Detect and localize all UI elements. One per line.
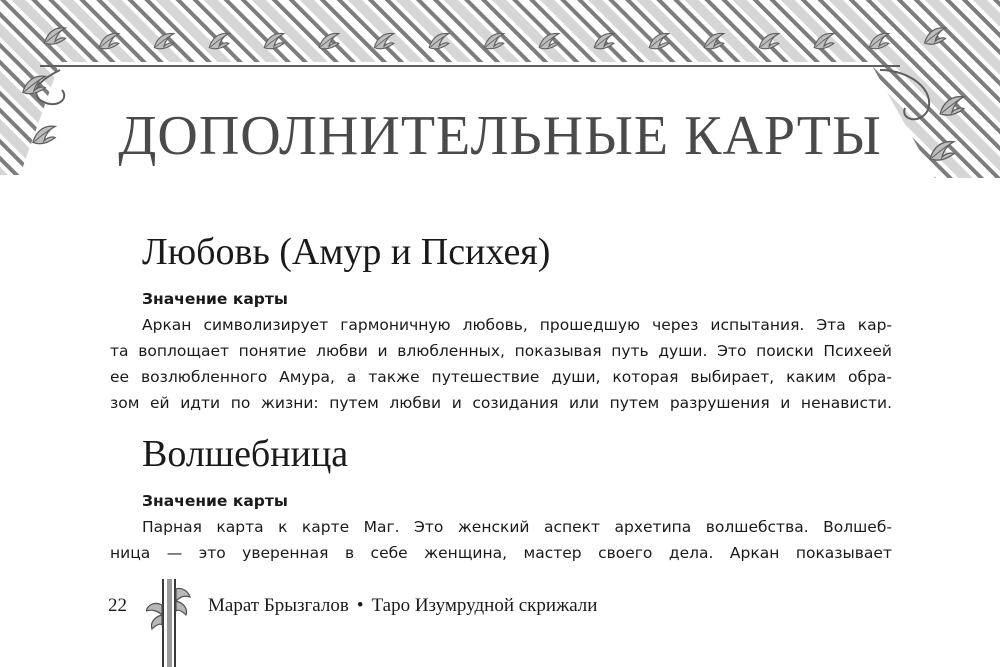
paragraph-line: зом ей идти по жизни: путем любви и созидания или путем разрушения и ненависти. (110, 393, 892, 412)
paragraph-line: та воплощает понятие любви и влюбленных, показывая путь души. Это поиски Психеей (110, 341, 892, 360)
section-sorceress (110, 434, 892, 566)
section-title: Любовь (Амур и Психея) (142, 231, 551, 273)
section-subtitle: Значение карты (142, 289, 288, 308)
paragraph-line: Аркан символизирует гармоничную любовь, прошедшую через испытания. Эта кар- (142, 315, 892, 334)
author-name: Марат Брызгалов (208, 595, 349, 616)
page-number: 22 (108, 595, 127, 616)
section-subtitle: Значение карты (142, 491, 288, 510)
section-title: Волшебница (142, 433, 349, 475)
book-title: Таро Изумрудной скрижали (371, 595, 598, 616)
paragraph-line: ее возлюбленного Амура, а также путешествие души, которая выбирает, каким обра- (110, 367, 892, 386)
section-love (110, 232, 892, 416)
running-footer (208, 595, 597, 617)
chapter-title: ДОПОЛНИТЕЛЬНЫЕ КАРТЫ (118, 105, 882, 167)
footer-ornament-icon (146, 579, 192, 667)
page-footer (0, 585, 1000, 667)
bullet-separator: • (356, 595, 364, 616)
paragraph-line: Парная карта к карте Маг. Это женский аспект архетипа волшебства. Волшеб- (142, 517, 892, 536)
paragraph-line: ница — это уверенная в себе женщина, мастер своего дела. Аркан показывает (110, 543, 892, 562)
